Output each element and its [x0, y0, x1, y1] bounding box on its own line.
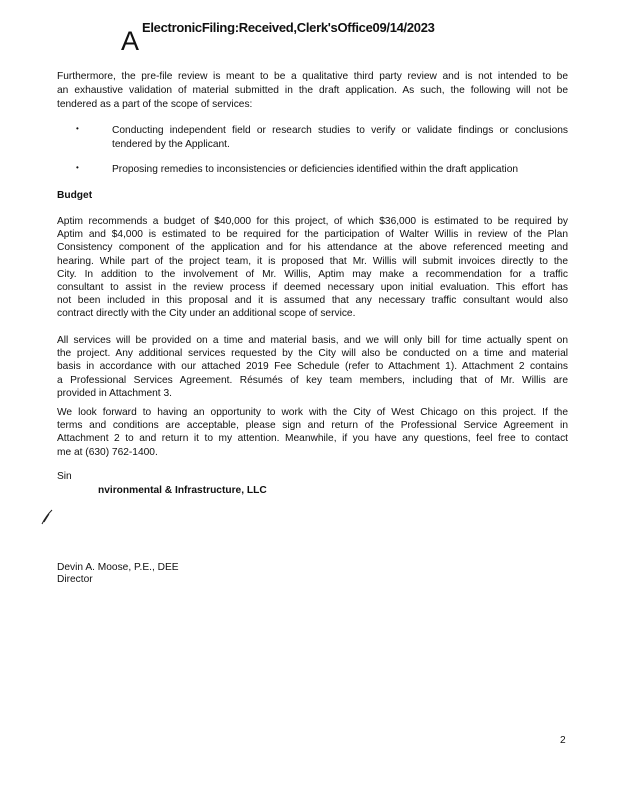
paragraph-line: the project. Any additional services requested by the City will also be conducted on a time and material	[57, 348, 568, 360]
paragraph-line: me at (630) 762-1400.	[57, 446, 158, 458]
paragraph-line: Consistency component of the application and for his attendance at the above referenced meeting and	[57, 242, 568, 254]
paragraph-line: contract directly with the City under an additional scope of service.	[57, 308, 356, 320]
paragraph-line: basis in accordance with our attached 2019 Fee Schedule (refer to Attachment 1). Attachment 2 contains	[57, 361, 568, 373]
paragraph-line: We look forward to having an opportunity to work with the City of West Chicago on this project. If the	[57, 407, 568, 418]
signature-mark	[40, 508, 54, 526]
bullet-text: Conducting independent field or research studies to verify or validate findings or conclusions	[112, 125, 568, 136]
paragraph-line: Attachment 2 to and return it to my attention. Meanwhile, if you have any questions, feel free to contact	[57, 433, 568, 445]
paragraph-line: Aptim recommends a budget of $40,000 for this project, of which $36,000 is estimated to be required by	[57, 216, 568, 227]
paragraph-line: not been included in this proposal and it is assumed that any necessary traffic consultant would also	[57, 295, 568, 307]
paragraph-line: All services will be provided on a time and material basis, and we will only bill for time actually spent on	[57, 335, 568, 346]
signer-title: Director	[57, 574, 93, 585]
paragraph-line: City. In addition to the involvement of Mr. Willis, Aptim may make a recommendation for a traffic	[57, 268, 568, 280]
budget-heading: Budget	[57, 190, 93, 201]
paragraph-line: Furthermore, the pre-file review is meant to be a qualitative third party review and is not intended to be	[57, 71, 568, 82]
signer-name: Devin A. Moose, P.E., DEE	[57, 562, 179, 573]
bullet-text: tendered by the Applicant.	[112, 139, 230, 150]
paragraph-line: terms and conditions are acceptable, please sign and return of the Professional Service Agreement in	[57, 420, 568, 432]
paragraph-line: provided in Attachment 3.	[57, 387, 172, 399]
filing-stamp: ElectronicFiling:Received,Clerk'sOffice09/14/2023	[142, 20, 435, 35]
paragraph-line: hearing. While part of the project team, it is proposed that Mr. Willis will submit invoices directly to the	[57, 255, 568, 267]
paragraph-line: an exhaustive validation of material submitted in the draft application. As such, the following will not be	[57, 85, 568, 96]
page-number: 2	[560, 735, 566, 746]
bullet-text: Proposing remedies to inconsistencies or deficiencies identified within the draft application	[112, 164, 519, 175]
letterhead-logo: A	[121, 26, 140, 56]
paragraph-line: consultant to assist in the review process if deemed necessary upon initial evaluation. This effort has	[57, 282, 568, 293]
bullet-marker: •	[76, 124, 79, 133]
paragraph-line: Aptim and $4,000 is estimated to be required for the participation of Walter Willis in review of the Plan	[57, 229, 568, 241]
bullet-marker: •	[76, 163, 79, 172]
salutation: Sin	[57, 471, 72, 482]
company-name: nvironmental & Infrastructure, LLC	[98, 485, 267, 496]
paragraph-line: tendered as a part of the scope of services:	[57, 99, 253, 110]
paragraph-line: a Professional Services Agreement. Résumés of key team members, including that of Mr. Willis are	[57, 374, 568, 386]
